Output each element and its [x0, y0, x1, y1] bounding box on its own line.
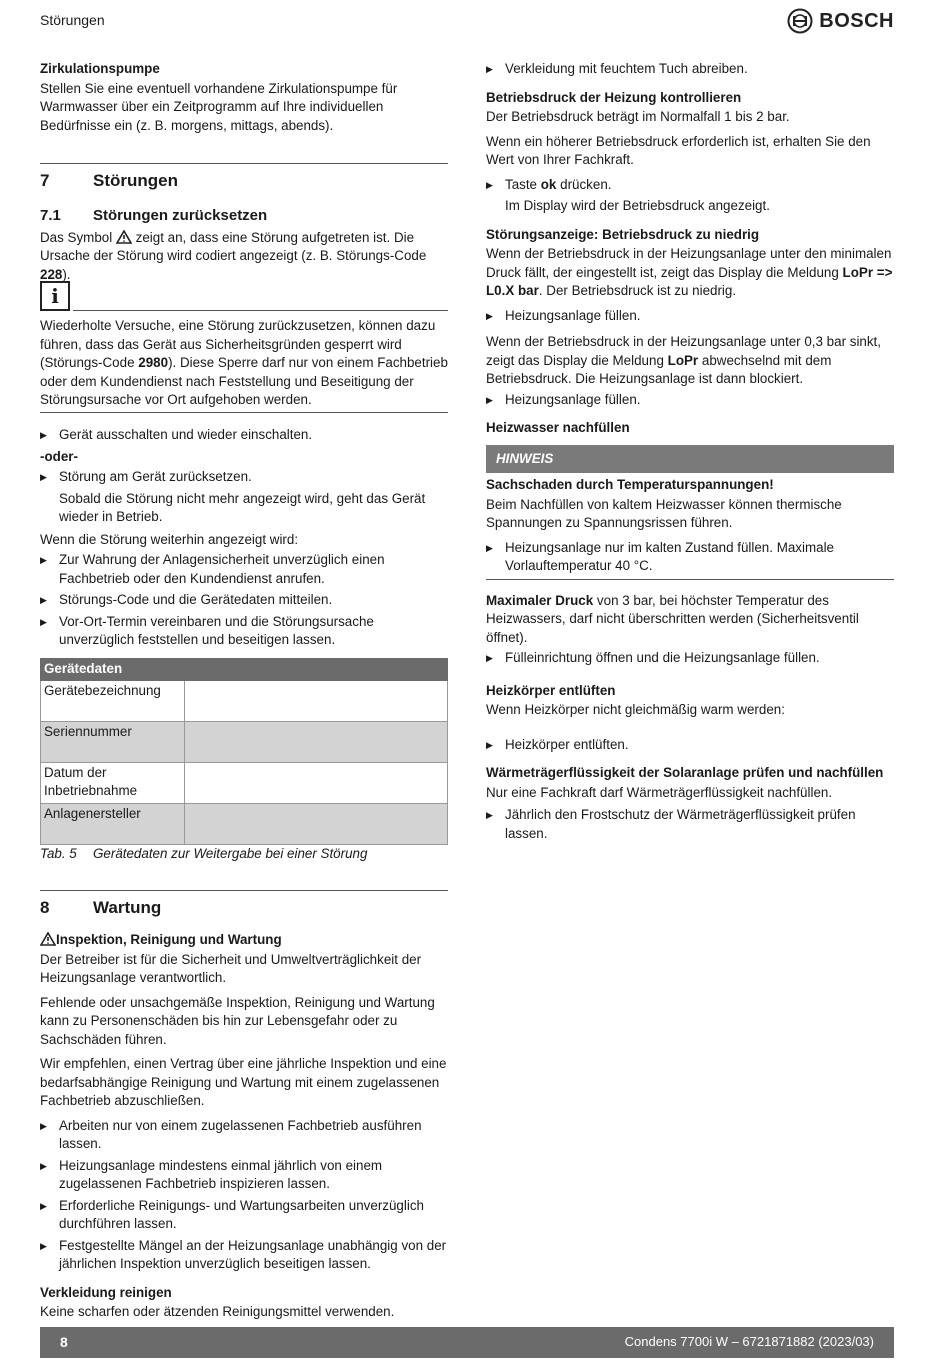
device-data-table: [40, 658, 448, 845]
list-item-continuation: Im Display wird der Betriebsdruck angezeigt.: [505, 198, 770, 213]
bd-text1: Der Betriebsdruck beträgt im Normalfall 1 bis 2 bar.: [486, 109, 790, 124]
list-item: ▶ Heizungsanlage füllen.: [486, 307, 894, 326]
section-title: Störungen zurücksetzen: [93, 207, 268, 224]
info-box: [40, 281, 448, 413]
section-7-1: [40, 207, 448, 290]
left-column: [40, 60, 448, 141]
insp-p1: Der Betreiber ist für die Sicherheit und Umweltverträglichkeit der Heizungsanlage verantwortlich.: [40, 951, 422, 985]
document-id: Condens 7700i W – 6721871882 (2023/03): [624, 1334, 874, 1350]
wt-heading: Wärmeträgerflüssigkeit der Solaranlage prüfen und nachfüllen: [486, 765, 884, 780]
table-caption: Tab. 5 Gerätedaten zur Weitergabe bei einer Störung: [40, 846, 368, 861]
list-item: ▶ Vor-Ort-Termin vereinbaren und die Störungsursache unverzüglich feststellen und beseitigen lassen.: [40, 613, 448, 650]
wt-text: Nur eine Fachkraft darf Wärmeträgerflüssigkeit nachfüllen.: [486, 784, 833, 800]
table-row-value: [185, 762, 448, 803]
list-item: ▶ Heizkörper entlüften.: [486, 736, 894, 755]
notice-bottom-rule: [486, 579, 894, 580]
insp-heading: Inspektion, Reinigung und Wartung: [40, 931, 448, 950]
bd-heading: Betriebsdruck der Heizung kontrollieren: [486, 89, 742, 105]
list-item: ▶ Zur Wahrung der Anlagensicherheit unverzüglich einen Fachbetrieb oder den Kundendienst anrufen.: [40, 551, 448, 588]
chapter-8-heading: [40, 899, 448, 918]
notice-title: Sachschaden durch Temperaturspannungen!: [486, 477, 774, 492]
chapter-number: 8: [40, 898, 50, 917]
notice-text: Beim Nachfüllen von kaltem Heizwasser können thermische Spannungen zu Spannungsrissen führen.: [486, 496, 842, 530]
chapter-divider: [40, 890, 448, 891]
table-header: Gerätedaten: [41, 659, 448, 681]
brand-logo: [787, 8, 894, 34]
error-code: 228: [40, 266, 63, 282]
list-item: ▶ Gerät ausschalten und wieder einschalten.: [40, 426, 448, 445]
sa-text1: Wenn der Betriebsdruck in der Heizungsanlage unter den minimalen Druck fällt, der eingestellt ist, zeigt das Display die Meldung LoPr => L0.X bar. Der Betriebsdruck ist zu niedrig.: [486, 246, 893, 298]
info-icon: i: [40, 281, 70, 311]
bosch-emblem-icon: [787, 8, 813, 34]
list-item-continuation: Sobald die Störung nicht mehr angezeigt wird, geht das Gerät wieder in Betrieb.: [59, 490, 426, 524]
zirk-heading: Zirkulationspumpe: [40, 61, 160, 76]
table-row-value: [185, 803, 448, 844]
warning-triangle-icon: [116, 230, 132, 244]
zirk-text: Stellen Sie eine eventuell vorhandene Zirkulationspumpe für Warmwasser über ein Zeitprogramm auf Ihre individuellen Bedürfnisse ein (z. B. morgens, mittags, abends).: [40, 80, 398, 133]
list-item: ▶ Jährlich den Frostschutz der Wärmeträgerflüssigkeit prüfen lassen.: [486, 806, 894, 843]
sa-heading: Störungsanzeige: Betriebsdruck zu niedrig: [486, 226, 760, 242]
table-row-label: Datum der Inbetriebnahme: [41, 762, 185, 803]
list-item: ▶ Taste ok drücken.: [486, 176, 894, 195]
warning-triangle-icon: [40, 932, 56, 946]
table-row-label: Anlagenersteller: [41, 803, 185, 844]
chapter-divider: [40, 163, 448, 164]
chapter-title: Störungen: [93, 171, 178, 190]
table-row-label: Gerätebezeichnung: [41, 680, 185, 721]
list-item: ▶ Arbeiten nur von einem zugelassenen Fachbetrieb ausführen lassen.: [40, 1117, 448, 1154]
table-row-label: Seriennummer: [41, 721, 185, 762]
chapter-7-heading: [40, 172, 448, 191]
list-item: ▶ Störungs-Code und die Gerätedaten mitteilen.: [40, 591, 448, 610]
hk-text: Wenn Heizkörper nicht gleichmäßig warm werden:: [486, 702, 785, 717]
list-item: ▶ Heizungsanlage mindestens einmal jährlich von einem zugelassenen Fachbetrieb inspizieren lassen.: [40, 1157, 448, 1194]
list-item: ▶ Festgestellte Mängel an der Heizungsanlage unabhängig von der jährlichen Inspektion unverzüglich beseitigen lassen.: [40, 1237, 448, 1274]
table-row-value: [185, 680, 448, 721]
page-footer: [40, 1327, 894, 1358]
table-row-value: [185, 721, 448, 762]
list-item: ▶ Heizungsanlage füllen.: [486, 391, 894, 410]
chapter-title: Wartung: [93, 898, 162, 917]
brand-name: BOSCH: [819, 9, 894, 32]
maintenance-section: [40, 931, 448, 1328]
chapter-number: 7: [40, 171, 50, 190]
or-separator: -oder-: [40, 448, 78, 464]
list-item: ▶ Erforderliche Reinigungs- und Wartungsarbeiten unverzüglich durchführen lassen.: [40, 1197, 448, 1234]
insp-p3: Wir empfehlen, einen Vertrag über eine jährliche Inspektion und eine bedarfsabhängige Reinigung und Wartung mit einem zugelassenen Fachbetrieb abzuschließen.: [40, 1056, 447, 1108]
insp-p2: Fehlende oder unsachgemäße Inspektion, Reinigung und Wartung kann zu Personenschäden bis hin zur Lebensgefahr oder zu Sachschäden führen.: [40, 994, 435, 1047]
right-column: [486, 60, 894, 846]
notice-label: HINWEIS: [486, 445, 894, 474]
verk-text: Keine scharfen oder ätzenden Reinigungsmittel verwenden.: [40, 1304, 395, 1319]
list-item: ▶ Fülleinrichtung öffnen und die Heizungsanlage füllen.: [486, 649, 894, 668]
list-item: ▶ Verkleidung mit feuchtem Tuch abreiben.: [486, 60, 894, 79]
reset-steps: [40, 426, 448, 653]
running-header: Störungen: [40, 12, 105, 28]
info-bottom-rule: [40, 412, 448, 413]
maxd-text: Maximaler Druck von 3 bar, bei höchster Temperatur des Heizwassers, darf nicht überschritten werden (Sicherheitsventil öffnet).: [486, 592, 859, 645]
list-item: ▶ Heizungsanlage nur im kalten Zustand füllen. Maximale Vorlauftemperatur 40 °C.: [486, 539, 894, 576]
section-number: 7.1: [40, 207, 61, 224]
info-text: Wiederholte Versuche, eine Störung zurückzusetzen, können dazu führen, dass das Gerät aus Sicherheitsgründen gesperrt wird (Störungs-Code 2980). Diese Sperre darf nur von einem Fachbetrieb oder dem Kundendienst nach Feststellung und Beseitigung der Störungsursache vor Ort aufgehoben werden.: [40, 318, 448, 407]
info-top-rule: [73, 310, 448, 311]
hw-heading: Heizwasser nachfüllen: [486, 420, 630, 435]
bd-text2: Wenn ein höherer Betriebsdruck erforderlich ist, erhalten Sie den Wert von Ihrer Fachkraft.: [486, 133, 871, 167]
page-number: 8: [60, 1334, 68, 1351]
still-text: Wenn die Störung weiterhin angezeigt wird:: [40, 531, 299, 547]
verk-heading: Verkleidung reinigen: [40, 1284, 172, 1300]
hk-heading: Heizkörper entlüften: [486, 682, 616, 698]
sa-text2: Wenn der Betriebsdruck in der Heizungsanlage unter 0,3 bar sinkt, zeigt das Display die Meldung LoPr abwechselnd mit dem Betriebsdruck. Die Heizungsanlage ist dann blockiert.: [486, 334, 881, 386]
s71-text: Das Symbol zeigt an, dass eine Störung aufgetreten ist. Die Ursache der Störung wird codiert angezeigt (z. B. Störungs-Code 228).: [40, 229, 427, 282]
list-item: ▶ Störung am Gerät zurücksetzen.: [40, 468, 448, 487]
